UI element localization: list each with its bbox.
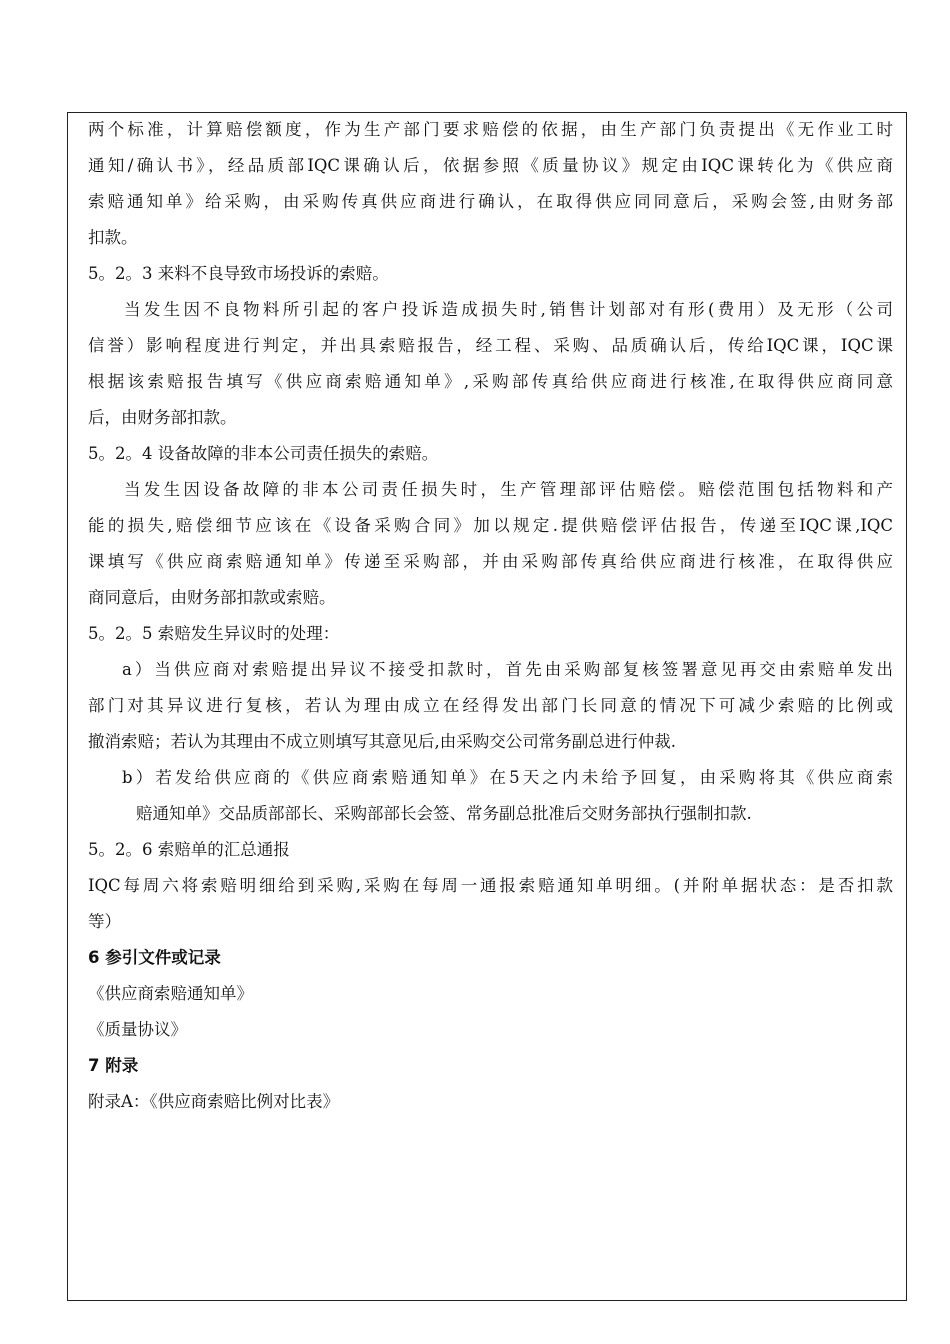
paragraph-line: 后，由财务部扣款。: [88, 408, 237, 427]
section-title-5-2-5: 5。2。5 索赔发生异议时的处理：: [88, 624, 340, 643]
paragraph-line: 当发生因不良物料所引起的客户投诉造成损失时,销售计划部对有形(费用）及无形（公司: [124, 300, 893, 319]
paragraph-line: 扣款。: [88, 228, 138, 247]
paragraph-line: IQC每周六将索赔明细给到采购,采购在每周一通报索赔通知单明细。(并附单据状态：是否扣款: [88, 876, 893, 895]
section-heading-6: 6 参引文件或记录: [88, 948, 221, 967]
appendix-item: 附录A：《供应商索赔比例对比表》: [88, 1092, 340, 1111]
list-item-b: b）若发给供应商的《供应商索赔通知单》在5天之内未给予回复，由采购将其《供应商索: [122, 768, 893, 787]
paragraph-line: 当发生因设备故障的非本公司责任损失时，生产管理部评估赔偿。赔偿范围包括物料和产: [124, 480, 893, 499]
paragraph-line: 部门对其异议进行复核，若认为理由成立在经得发出部门长同意的情况下可减少索赔的比例或: [88, 696, 893, 715]
reference-item: 《供应商索赔通知单》: [88, 984, 253, 1003]
paragraph-line: 赔通知单》交品质部部长、采购部部长会签、常务副总批准后交财务部执行强制扣款.: [136, 804, 752, 823]
paragraph-line: 等）: [88, 912, 121, 931]
reference-item: 《质量协议》: [88, 1020, 187, 1039]
paragraph-line: 撤消索赔；若认为其理由不成立则填写其意见后,由采购交公司常务副总进行仲裁.: [88, 732, 676, 751]
paragraph-line: 两个标准，计算赔偿额度，作为生产部门要求赔偿的依据，由生产部门负责提出《无作业工时: [88, 120, 893, 139]
paragraph-line: 能的损失,赔偿细节应该在《设备采购合同》加以规定.提供赔偿评估报告，传递至IQC课,IQC: [88, 516, 893, 535]
paragraph-line: 根据该索赔报告填写《供应商索赔通知单》,采购部传真给供应商进行核准,在取得供应商同意: [88, 372, 893, 391]
section-heading-7: 7 附录: [88, 1056, 139, 1075]
paragraph-line: 索赔通知单》给采购，由采购传真供应商进行确认，在取得供应同同意后，采购会签,由财务部: [88, 192, 893, 211]
section-title-5-2-3: 5。2。3 来料不良导致市场投诉的索赔。: [88, 264, 389, 283]
section-title-5-2-4: 5。2。4 设备故障的非本公司责任损失的索赔。: [88, 444, 439, 463]
paragraph-line: 商同意后，由财务部扣款或索赔。: [88, 588, 336, 607]
paragraph-line: 信誉）影响程度进行判定，并出具索赔报告，经工程、采购、品质确认后，传给IQC课，IQC课: [88, 336, 893, 355]
paragraph-line: 通知/确认书》，经品质部IQC课确认后，依据参照《质量协议》规定由IQC课转化为《供应商: [88, 156, 893, 175]
paragraph-line: 课填写《供应商索赔通知单》传递至采购部，并由采购部传真给供应商进行核准，在取得供应: [88, 552, 893, 571]
section-title-5-2-6: 5。2。6 索赔单的汇总通报: [88, 840, 290, 859]
list-item-a: a）当供应商对索赔提出异议不接受扣款时，首先由采购部复核签署意见再交由索赔单发出: [122, 660, 893, 679]
